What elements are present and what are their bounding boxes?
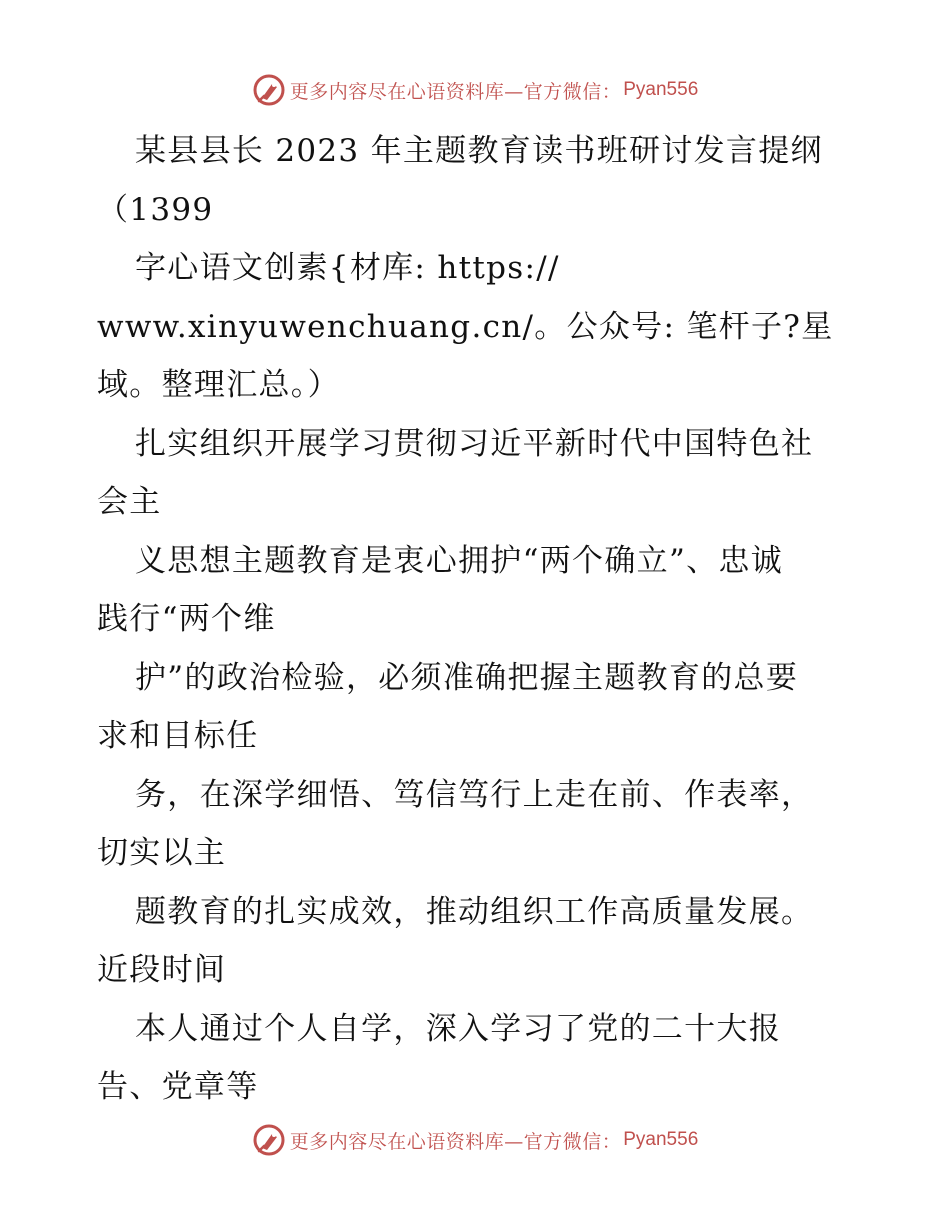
pen-nib-logo-icon [252,73,286,107]
text-line: 切实以主 [97,835,227,871]
pen-nib-logo-icon [252,1123,286,1157]
text-line: 本人通过个人自学，深入学习了党的二十大报 [135,1010,781,1047]
watermark-text: 更多内容尽在心语资料库—官方微信： [289,1130,622,1153]
text-line: 务，在深学细悟、笃信笃行上走在前、作表率， [135,776,814,813]
text-line: 义思想主题教育是衷心拥护“两个确立”、忠诚 [135,542,783,579]
text-line: 字心语文创素{材库: https:// [135,250,560,286]
text-line: 告、党章等 [97,1069,259,1105]
text-line: 题教育的扎实成效，推动组织工作高质量发展。 [135,893,814,930]
text-line: 践行“两个维 [97,601,276,637]
watermark-wechat-id: Pyan556 [623,79,699,100]
text-line: 会主 [97,484,162,520]
watermark-wechat-id: Pyan556 [623,1129,699,1150]
footer-watermark [0,1120,950,1160]
text-line: 域。整理汇总。） [97,367,340,403]
text-line: 某县县长 2023 年主题教育读书班研讨发言提纲 [135,133,823,169]
watermark-text: 更多内容尽在心语资料库—官方微信： [289,80,622,103]
document-body [97,122,867,1117]
header-watermark [0,70,950,110]
text-line: 护”的政治检验，必须准确把握主题教育的总要 [135,659,799,696]
text-line: 求和目标任 [97,718,259,754]
text-line: www.xinyuwenchuang.cn/。公众号: 笔杆子?星 [97,308,834,345]
text-line: 扎实组织开展学习贯彻习近平新时代中国特色社 [135,425,814,462]
text-line: （1399 [97,191,214,228]
text-line: 近段时间 [97,952,227,988]
